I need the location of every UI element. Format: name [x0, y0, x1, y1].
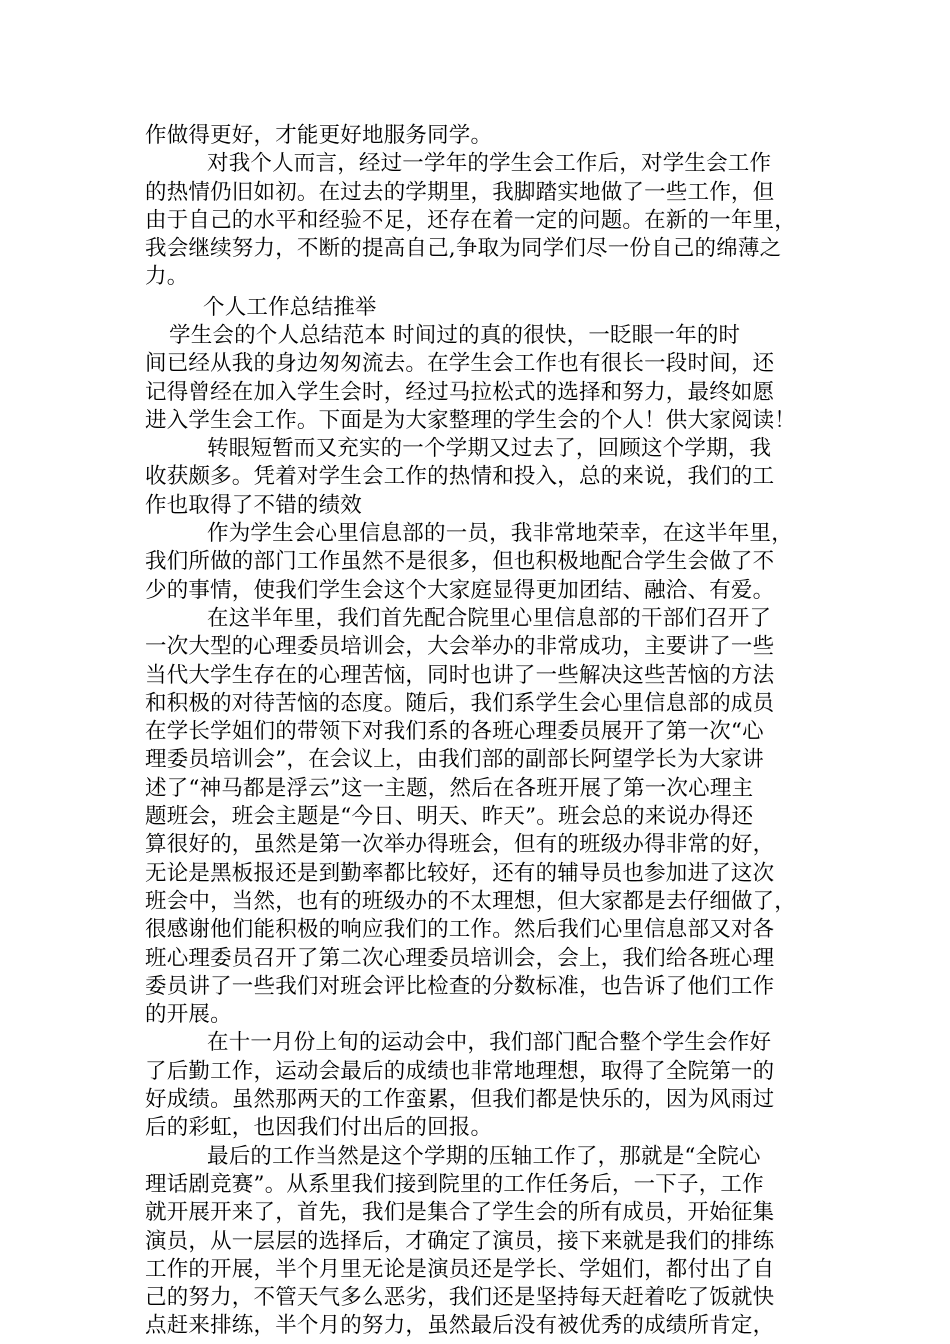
text-line: 作做得更好，才能更好地服务同学。 [145, 123, 493, 148]
text-line: 转眼短暂而又充实的一个学期又过去了，回顾这个学期，我 [207, 436, 772, 462]
text-line: 对我个人而言，经过一学年的学生会工作后，对学生会工作 [207, 151, 772, 177]
text-line: 的热情仍旧如初。在过去的学期里，我脚踏实地做了一些工作，但 [145, 179, 775, 205]
text-line: 作也取得了不错的绩效 [145, 492, 363, 518]
text-line: 收获颇多。凭着对学生会工作的热情和投入，总的来说，我们的工 [145, 464, 775, 490]
text-line: 由于自己的水平和经验不足，还存在着一定的问题。在新的一年里， [145, 207, 797, 233]
text-line: 班会中，当然，也有的班级办的不太理想，但大家都是去仔细做了， [145, 888, 797, 914]
text-line: 间已经从我的身边匆匆流去。在学生会工作也有很长一段时间，还 [145, 351, 775, 377]
text-line: 我会继续努力，不断的提高自己,争取为同学们尽一份自己的绵薄之 [145, 236, 782, 262]
section-heading: 个人工作总结推举 [203, 295, 377, 320]
text-line: 委员讲了一些我们对班会评比检查的分数标准，也告诉了他们工作 [145, 973, 775, 999]
text-line: 无论是黑板报还是到勤率都比较好，还有的辅导员也参加进了这次 [145, 860, 775, 886]
text-line: 作为学生会心里信息部的一员，我非常地荣幸，在这半年里， [207, 521, 793, 547]
paragraph-block-1 [145, 122, 813, 292]
text-line: 后的彩虹，也因我们付出后的回报。 [145, 1115, 493, 1141]
text-line: 和积极的对待苦恼的态度。随后，我们系学生会心里信息部的成员 [145, 690, 775, 716]
text-line: 在这半年里，我们首先配合院里心里信息部的干部们召开了 [207, 605, 772, 631]
text-line: 理话剧竞赛”。从系里我们接到院里的工作任务后，一下子，工作 [145, 1171, 764, 1197]
text-line: 了后勤工作，运动会最后的成绩也非常地理想，取得了全院第一的 [145, 1058, 775, 1084]
text-line: 在学长学姐们的带领下对我们系的各班心理委员展开了第一次“心 [145, 719, 764, 745]
text-line: 演员，从一层层的选择后，才确定了演员，接下来就是我们的排练 [145, 1228, 775, 1254]
text-line: 最后的工作当然是这个学期的压轴工作了，那就是“全院心 [207, 1143, 761, 1169]
text-line: 学生会的个人总结范本 时间过的真的很快，一眨眼一年的时 [169, 323, 741, 348]
paragraph-block-2 [145, 322, 813, 1341]
text-line: 班心理委员召开了第二次心理委员培训会，会上，我们给各班心理 [145, 945, 775, 971]
text-line: 工作的开展，半个月里无论是演员还是学长、学姐们，都付出了自 [145, 1256, 775, 1282]
text-line: 己的努力，不管天气多么恶劣，我们还是坚持每天赶着吃了饭就快 [145, 1285, 775, 1311]
text-line: 一次大型的心理委员培训会，大会举办的非常成功，主要讲了一些 [145, 634, 775, 660]
text-line: 点赶来排练，半个月的努力，虽然最后没有被优秀的成绩所肯定， [145, 1313, 775, 1339]
text-line: 的开展。 [145, 1002, 232, 1028]
text-line: 在十一月份上旬的运动会中，我们部门配合整个学生会作好 [207, 1030, 772, 1056]
text-line: 当代大学生存在的心理苦恼，同时也讲了一些解决这些苦恼的方法 [145, 662, 775, 688]
text-line: 进入学生会工作。下面是为大家整理的学生会的个人！供大家阅读！ [145, 407, 797, 433]
section-heading-block [145, 294, 813, 322]
text-line: 记得曾经在加入学生会时，经过马拉松式的选择和努力，最终如愿 [145, 379, 775, 405]
text-line: 很感谢他们能积极的响应我们的工作。然后我们心里信息部又对各 [145, 917, 775, 943]
text-line: 我们所做的部门工作虽然不是很多，但也积极地配合学生会做了不 [145, 549, 775, 575]
text-line: 题班会，班会主题是“今日、明天、昨天”。班会总的来说办得还 [145, 804, 754, 830]
text-line: 少的事情，使我们学生会这个大家庭显得更加团结、融洽、有爱。 [145, 577, 775, 603]
text-line: 就开展开来了，首先，我们是集合了学生会的所有成员，开始征集 [145, 1200, 775, 1226]
text-line: 好成绩。虽然那两天的工作蛮累，但我们都是快乐的，因为风雨过 [145, 1087, 775, 1113]
text-line: 理委员培训会”，在会议上，由我们部的副部长阿望学长为大家讲 [145, 747, 764, 773]
text-line: 力。 [145, 264, 189, 290]
text-line: 算很好的，虽然是第一次举办得班会，但有的班级办得非常的好， [145, 832, 775, 858]
text-line: 述了“神马都是浮云”这一主题，然后在各班开展了第一次心理主 [145, 775, 754, 801]
